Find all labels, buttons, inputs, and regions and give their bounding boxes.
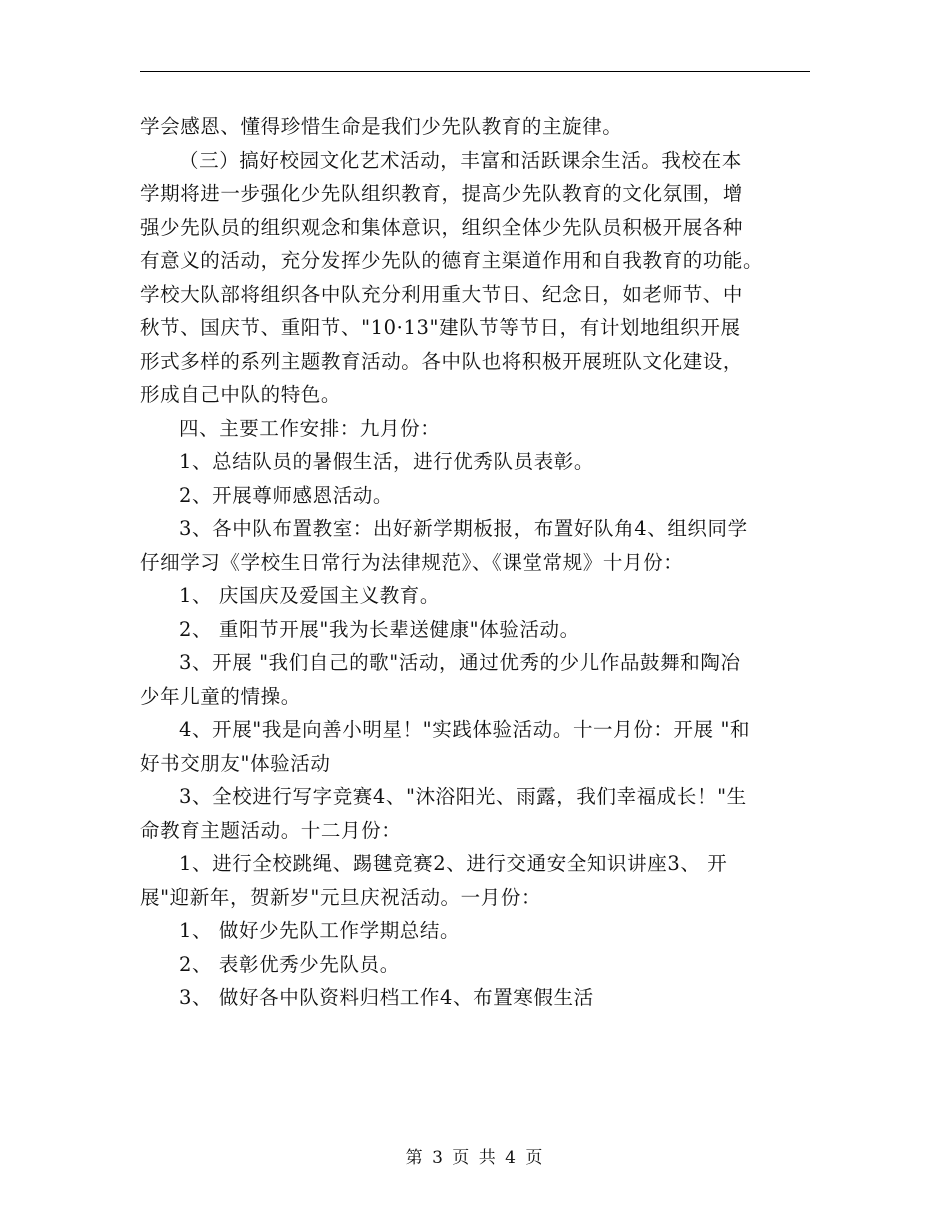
text-line: （三）搞好校园文化艺术活动，丰富和活跃课余生活。我校在本 [179, 148, 742, 172]
text-line: 秋节、国庆节、重阳节、"10·13"建队节等节日，有计划地组织开展 [140, 316, 741, 339]
text-line: 形式多样的系列主题教育活动。各中队也将积极开展班队文化建设， [140, 349, 744, 373]
text-line: 1、 庆国庆及爱国主义教育。 [179, 584, 441, 607]
text-line: 4、开展"我是向善小明星！"实践体验活动。十一月份：开展 "和 [179, 718, 751, 741]
text-line: 2、开展尊师感恩活动。 [179, 483, 394, 507]
text-line: 1、总结队员的暑假生活，进行优秀队员表彰。 [179, 450, 595, 473]
text-line: 好书交朋友"体验活动 [140, 751, 331, 775]
text-line: 学会感恩、懂得珍惜生命是我们少先队教育的主旋律。 [140, 115, 623, 138]
text-line: 3、各中队布置教室：出好新学期板报，布置好队角4、组织同学 [179, 517, 748, 540]
text-line: 2、 表彰优秀少先队员。 [179, 952, 400, 976]
text-line: 命教育主题活动。十二月份： [140, 818, 402, 842]
text-line: 仔细学习《学校生日常行为法律规范》、《课堂常规》十月份： [140, 550, 684, 574]
text-line: 形成自己中队的特色。 [140, 383, 342, 406]
text-line: 2、 重阳节开展"我为长辈送健康"体验活动。 [179, 617, 580, 641]
text-line: 有意义的活动，充分发挥少先队的德育主渠道作用和自我教育的功能。 [140, 249, 764, 272]
text-line: 3、开展 "我们自己的歌"活动，通过优秀的少儿作品鼓舞和陶冶 [179, 651, 741, 674]
text-line: 1、进行全校跳绳、踢毽竞赛2、进行交通安全知识讲座3、 开 [179, 852, 728, 875]
text-line: 强少先队员的组织观念和集体意识，组织全体少先队员积极开展各种 [140, 215, 744, 239]
text-line: 3、全校进行写字竞赛4、"沐浴阳光、雨露，我们幸福成长！"生 [179, 785, 747, 808]
text-line: 1、 做好少先队工作学期总结。 [179, 919, 461, 942]
text-line: 学校大队部将组织各中队充分利用重大节日、纪念日，如老师节、中 [140, 282, 744, 306]
text-line: 学期将进一步强化少先队组织教育，提高少先队教育的文化氛围，增 [140, 182, 744, 205]
text-line: 四、主要工作安排：九月份： [179, 416, 441, 440]
text-line: 展"迎新年，贺新岁"元旦庆祝活动。一月份： [140, 885, 542, 909]
page-number: 第 3 页 共 4 页 [405, 1148, 545, 1168]
document-body [140, 110, 810, 1015]
text-line: 3、 做好各中队资料归档工作4、布置寒假生活 [179, 986, 594, 1009]
text-line: 少年儿童的情操。 [140, 684, 301, 708]
header-rule [140, 71, 810, 72]
